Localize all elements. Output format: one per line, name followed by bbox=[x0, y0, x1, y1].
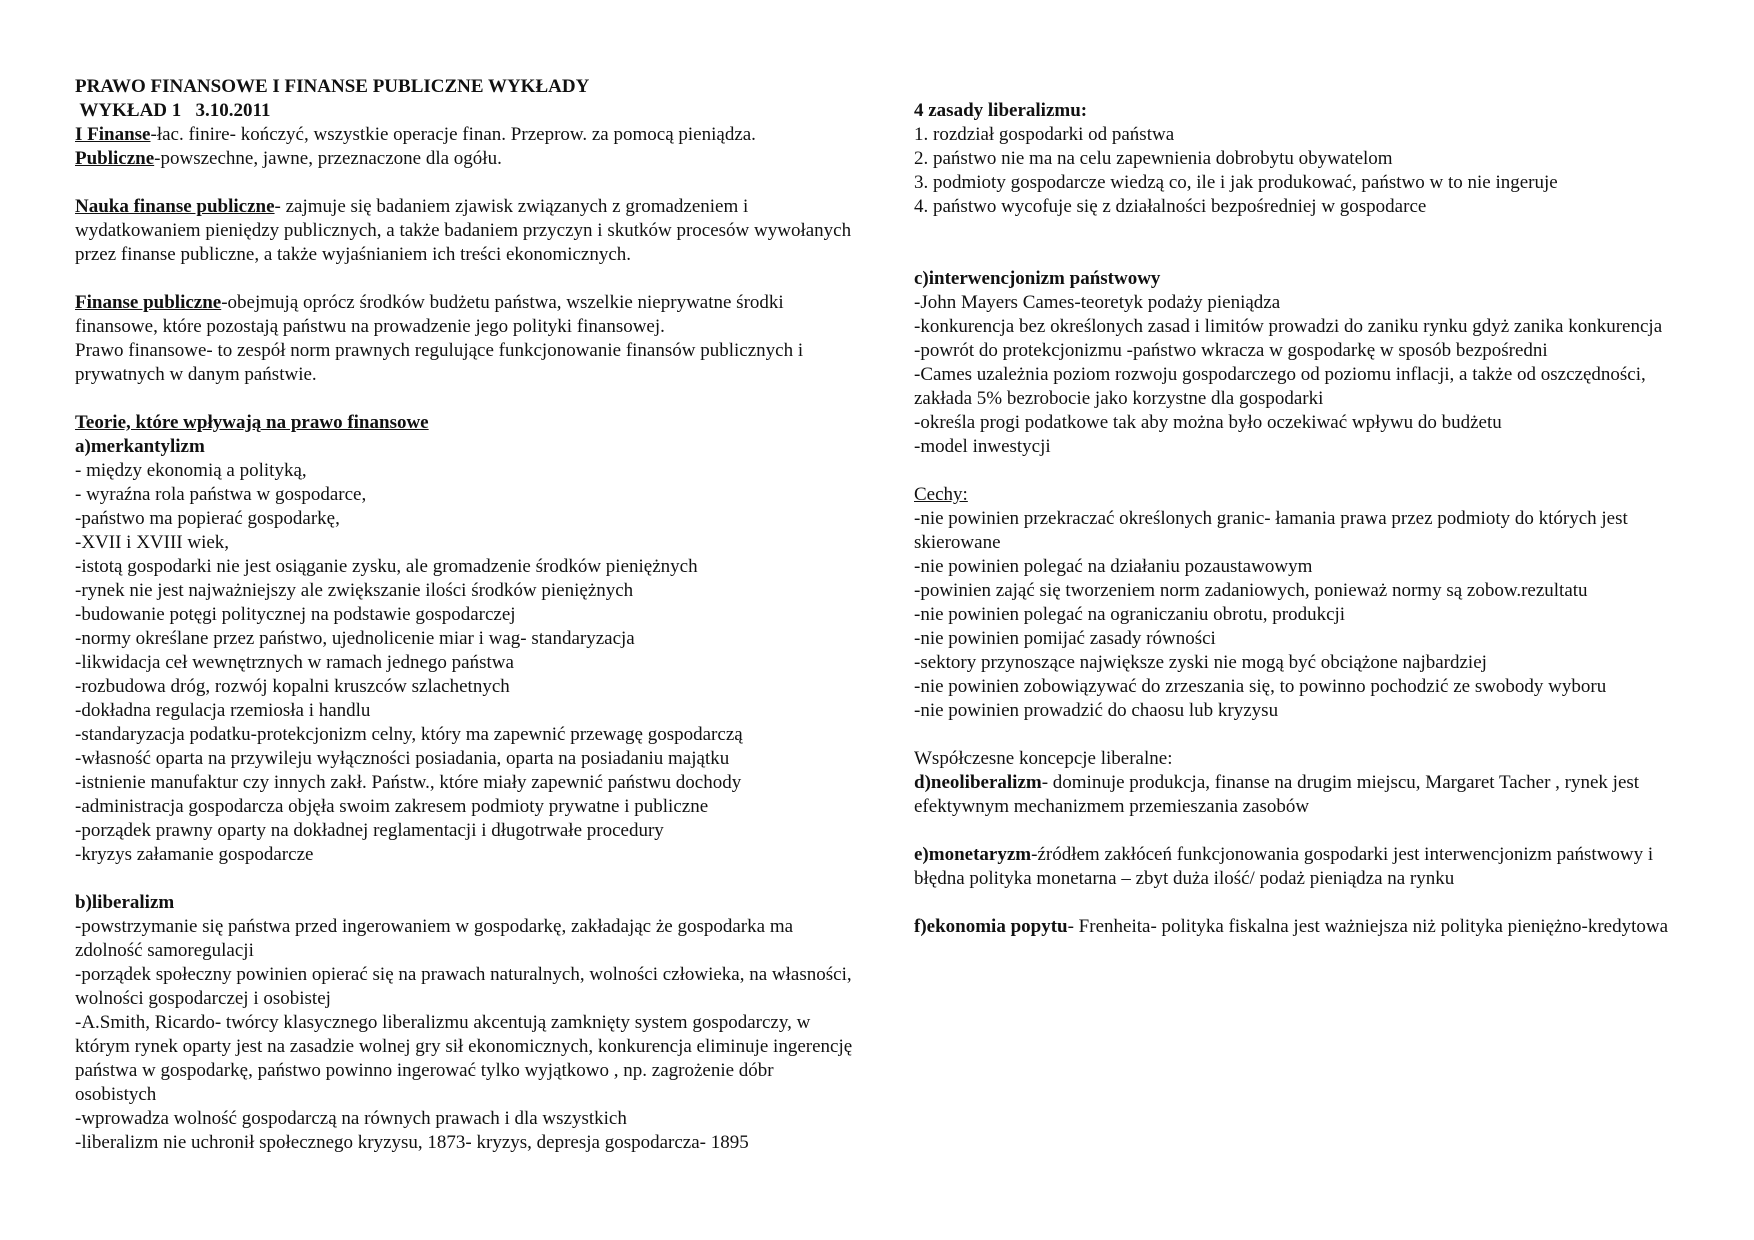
list-item: 4. państwo wycofuje się z działalności bezpośredniej w gospodarce bbox=[914, 196, 1427, 217]
finanse-definition bbox=[75, 123, 855, 147]
nauka-paragraph bbox=[75, 195, 855, 267]
list-item: 1. rozdział gospodarki od państwa bbox=[914, 124, 1175, 145]
list-item: -nie powinien zobowiązywać do zrzeszania się, to powinno pochodzić ze swobody wyboru bbox=[914, 676, 1607, 697]
list-item: -nie powinien polegać na ograniczaniu obrotu, produkcji bbox=[914, 604, 1346, 625]
list-item: -nie powinien polegać na działaniu pozaustawowym bbox=[914, 556, 1313, 577]
liberalizm-heading: b)liberalizm bbox=[75, 892, 175, 913]
list-item: -budowanie potęgi politycznej na podstawie gospodarczej bbox=[75, 604, 516, 625]
list-item: -nie powinien prowadzić do chaosu lub kryzysu bbox=[914, 700, 1279, 721]
neoliberalizm-def-text: - dominuje produkcja, finanse na drugim miejscu, Margaret Tacher , rynek jest efektywnym mechanizmem przemieszania zasobów bbox=[914, 772, 1640, 817]
publiczne-definition bbox=[75, 147, 855, 171]
finanse-def-text: -łac. finire- kończyć, wszystkie operacje finan. Przeprow. za pomocą pieniądza. bbox=[150, 124, 756, 145]
list-item: -powinien zająć się tworzeniem norm zadaniowych, ponieważ normy są zobow.rezultatu bbox=[914, 580, 1588, 601]
list-item: -powrót do protekcjonizmu -państwo wkracza w gospodarkę w sposób bezpośredni bbox=[914, 340, 1548, 361]
ekonomia-popytu-paragraph bbox=[914, 915, 1684, 939]
list-item: -Cames uzależnia poziom rozwoju gospodarczego od poziomu inflacji, a także od oszczędności, zakłada 5% bezrobocie jako korzystne dla gospodarki bbox=[914, 364, 1646, 409]
neoliberalizm-paragraph bbox=[914, 771, 1684, 819]
left-column bbox=[75, 75, 855, 1155]
monetaryzm-def-text: -źródłem zakłóceń funkcjonowania gospodarki jest interwencjonizm państwowy i błędna polityka monetarna – zbyt duża ilość/ podaż pieniądza na rynku bbox=[914, 844, 1654, 889]
list-item: -nie powinien pomijać zasady równości bbox=[914, 628, 1216, 649]
list-item: -określa progi podatkowe tak aby można było oczekiwać wpływu do budżetu bbox=[914, 412, 1502, 433]
list-item: 3. podmioty gospodarcze wiedzą co, ile i jak produkować, państwo w to nie ingeruje bbox=[914, 172, 1558, 193]
interwencjonizm-list bbox=[914, 291, 1684, 459]
teorie-heading: Teorie, które wpływają na prawo finansowe bbox=[75, 412, 429, 433]
merkantylizm-list bbox=[75, 459, 855, 867]
lecture-heading: WYKŁAD 1 3.10.2011 bbox=[75, 100, 271, 121]
right-column bbox=[914, 99, 1684, 939]
zasady-list bbox=[914, 123, 1684, 219]
list-item: - wyraźna rola państwa w gospodarce, bbox=[75, 484, 367, 505]
wspolczesne-heading: Współczesne koncepcje liberalne: bbox=[914, 748, 1173, 769]
cechy-heading: Cechy: bbox=[914, 484, 968, 505]
list-item: -rynek nie jest najważniejszy ale zwiększanie ilości środków pieniężnych bbox=[75, 580, 634, 601]
merkantylizm-heading: a)merkantylizm bbox=[75, 436, 205, 457]
list-item: -istotą gospodarki nie jest osiąganie zysku, ale gromadzenie środków pieniężnych bbox=[75, 556, 698, 577]
finanse-publiczne-def-text: -obejmują oprócz środków budżetu państwa, wszelkie nieprywatne środki finansowe, które pozostają państwu na prowadzenie jego polityki finansowej. bbox=[75, 292, 784, 337]
list-item: -wprowadza wolność gospodarczą na równych prawach i dla wszystkich bbox=[75, 1108, 627, 1129]
interwencjonizm-heading: c)interwencjonizm państwowy bbox=[914, 268, 1161, 289]
list-item: -standaryzacja podatku-protekcjonizm celny, który ma zapewnić przewagę gospodarczą bbox=[75, 724, 743, 745]
ekonomia-popytu-term: f)ekonomia popytu bbox=[914, 916, 1068, 937]
monetaryzm-term: e)monetaryzm bbox=[914, 844, 1032, 865]
publiczne-term: Publiczne bbox=[75, 148, 155, 169]
finanse-term: I Finanse bbox=[75, 124, 151, 145]
prawo-finansowe-paragraph: Prawo finansowe- to zespół norm prawnych regulujące funkcjonowanie finansów publicznych i prywatnych w danym państwie. bbox=[75, 340, 804, 385]
list-item: -rozbudowa dróg, rozwój kopalni kruszców szlachetnych bbox=[75, 676, 510, 697]
list-item: 2. państwo nie ma na celu zapewnienia dobrobytu obywatelom bbox=[914, 148, 1393, 169]
cechy-list bbox=[914, 507, 1684, 723]
list-item: -likwidacja ceł wewnętrznych w ramach jednego państwa bbox=[75, 652, 514, 673]
document-title: PRAWO FINANSOWE I FINANSE PUBLICZNE WYKŁADY bbox=[75, 76, 590, 97]
list-item: -dokładna regulacja rzemiosła i handlu bbox=[75, 700, 371, 721]
neoliberalizm-term: d)neoliberalizm bbox=[914, 772, 1042, 793]
finanse-publiczne-term: Finanse publiczne bbox=[75, 292, 222, 313]
list-item: -porządek społeczny powinien opierać się na prawach naturalnych, wolności człowieka, na własności, wolności gospodarczej i osobistej bbox=[75, 964, 852, 1009]
finanse-publiczne-paragraph bbox=[75, 291, 855, 339]
list-item: - między ekonomią a polityką, bbox=[75, 460, 307, 481]
list-item: -A.Smith, Ricardo- twórcy klasycznego liberalizmu akcentują zamknięty system gospodarczy, w którym rynek oparty jest na zasadzie wolnej gry sił ekonomicznych, konkurencja eliminuje ingerencję państwa w gospodarkę, państwo powinno ingerować tylko wyjątkowo , np. zagrożenie dóbr osobistych bbox=[75, 1012, 853, 1105]
list-item: -XVII i XVIII wiek, bbox=[75, 532, 230, 553]
liberalizm-list bbox=[75, 915, 855, 1155]
list-item: -konkurencja bez określonych zasad i limitów prowadzi do zaniku rynku gdyż zanika konkurencja bbox=[914, 316, 1663, 337]
ekonomia-popytu-def-text: - Frenheita- polityka fiskalna jest ważniejsza niż polityka pieniężno-kredytowa bbox=[1067, 916, 1669, 937]
nauka-def-text: - zajmuje się badaniem zjawisk związanych z gromadzeniem i wydatkowaniem pieniędzy publicznych, a także badaniem przyczyn i skutków procesów wywołanych przez finanse publiczne, a także wyjaśnianiem ich treści ekonomicznych. bbox=[75, 196, 852, 265]
list-item: -sektory przynoszące największe zyski nie mogą być obciążone najbardziej bbox=[914, 652, 1487, 673]
monetaryzm-paragraph bbox=[914, 843, 1684, 891]
list-item: -liberalizm nie uchronił społecznego kryzysu, 1873- kryzys, depresja gospodarcza- 1895 bbox=[75, 1132, 749, 1153]
list-item: -nie powinien przekraczać określonych granic- łamania prawa przez podmioty do których jest skierowane bbox=[914, 508, 1628, 553]
list-item: -własność oparta na przywileju wyłączności posiadania, oparta na posiadaniu majątku bbox=[75, 748, 730, 769]
list-item: -normy określane przez państwo, ujednolicenie miar i wag- standaryzacja bbox=[75, 628, 635, 649]
list-item: -porządek prawny oparty na dokładnej reglamentacji i długotrwałe procedury bbox=[75, 820, 664, 841]
zasady-heading: 4 zasady liberalizmu: bbox=[914, 100, 1088, 121]
list-item: -model inwestycji bbox=[914, 436, 1051, 457]
nauka-term: Nauka finanse publiczne bbox=[75, 196, 275, 217]
list-item: -kryzys załamanie gospodarcze bbox=[75, 844, 314, 865]
list-item: -administracja gospodarcza objęła swoim zakresem podmioty prywatne i publiczne bbox=[75, 796, 709, 817]
list-item: -powstrzymanie się państwa przed ingerowaniem w gospodarkę, zakładając że gospodarka ma zdolność samoregulacji bbox=[75, 916, 794, 961]
publiczne-def-text: -powszechne, jawne, przeznaczone dla ogółu. bbox=[154, 148, 502, 169]
list-item: -państwo ma popierać gospodarkę, bbox=[75, 508, 340, 529]
list-item: -istnienie manufaktur czy innych zakł. Państw., które miały zapewnić państwu dochody bbox=[75, 772, 742, 793]
list-item: -John Mayers Cames-teoretyk podaży pieniądza bbox=[914, 292, 1281, 313]
